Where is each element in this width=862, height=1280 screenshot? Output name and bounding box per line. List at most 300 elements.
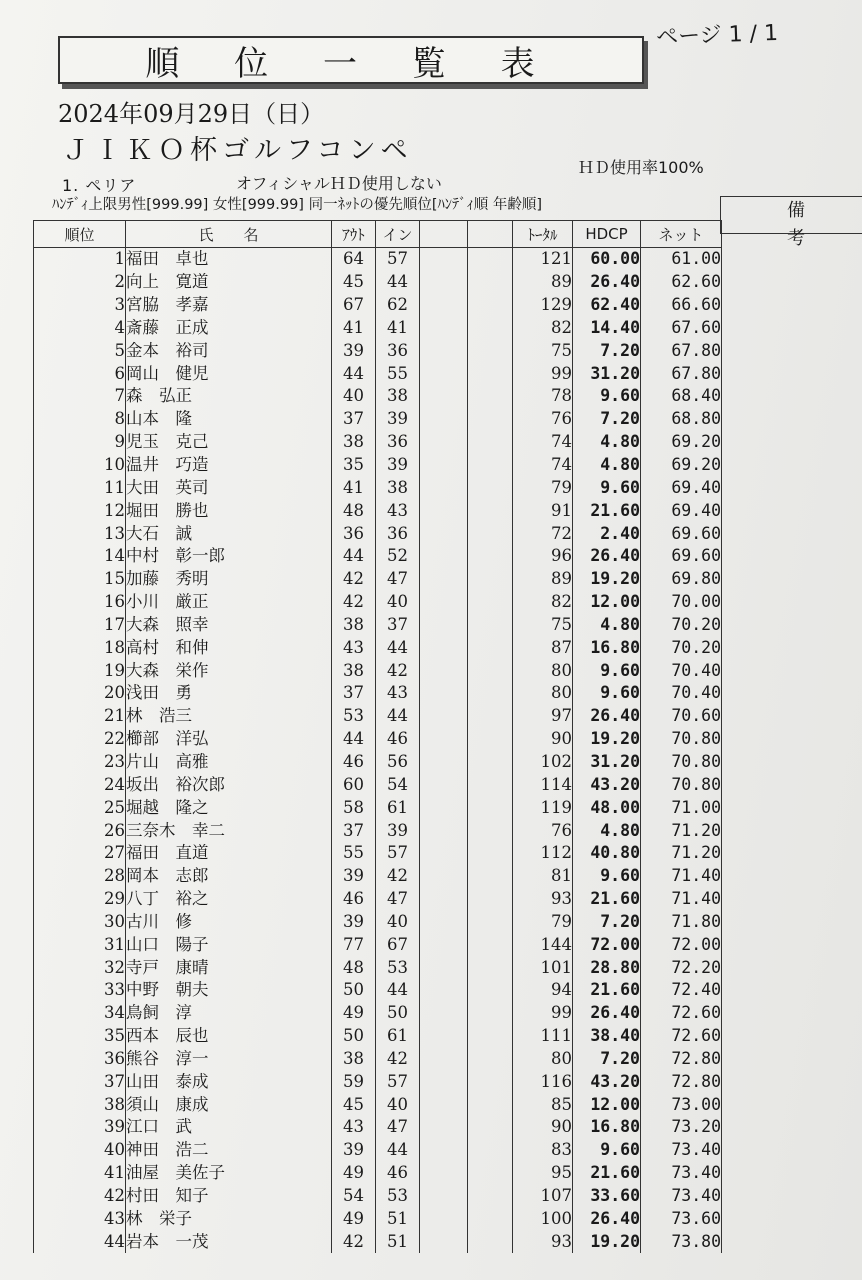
hdcp-value: 14.40 [573, 317, 641, 340]
total-score: 112 [513, 842, 573, 865]
blank-cell [420, 317, 468, 340]
official-hd-note: オフィシャルＨＤ使用しない [236, 174, 442, 193]
player-name: 堀越 隆之 [126, 796, 332, 819]
blank-cell [420, 865, 468, 888]
in-score: 61 [376, 1025, 420, 1048]
out-score: 44 [332, 728, 376, 751]
out-score: 42 [332, 568, 376, 591]
in-score: 40 [376, 910, 420, 933]
hdcp-value: 7.20 [573, 910, 641, 933]
player-name: 八丁 裕之 [126, 888, 332, 911]
player-name: 加藤 秀明 [126, 568, 332, 591]
blank-cell [468, 385, 513, 408]
blank-cell [468, 591, 513, 614]
net-score: 69.20 [641, 431, 722, 454]
player-name: 山田 泰成 [126, 1070, 332, 1093]
total-score: 76 [513, 819, 573, 842]
net-score: 69.60 [641, 522, 722, 545]
in-score: 57 [376, 1070, 420, 1093]
rank-cell: 37 [34, 1070, 126, 1093]
blank-cell [420, 796, 468, 819]
out-score: 60 [332, 773, 376, 796]
player-name: 大田 英司 [126, 476, 332, 499]
hdcp-value: 2.40 [573, 522, 641, 545]
table-row [34, 499, 722, 522]
player-name: 児玉 克己 [126, 431, 332, 454]
hdcp-value: 26.40 [573, 1002, 641, 1025]
table-row [34, 385, 722, 408]
out-score: 49 [332, 1162, 376, 1185]
net-score: 73.60 [641, 1207, 722, 1230]
blank-cell [468, 796, 513, 819]
blank-cell [468, 545, 513, 568]
total-score: 74 [513, 454, 573, 477]
table-row [34, 705, 722, 728]
blank-cell [468, 454, 513, 477]
in-score: 36 [376, 522, 420, 545]
in-score: 47 [376, 1116, 420, 1139]
blank-cell [420, 1093, 468, 1116]
out-score: 64 [332, 248, 376, 271]
player-name: 堀田 勝也 [126, 499, 332, 522]
net-score: 72.60 [641, 1002, 722, 1025]
table-row [34, 431, 722, 454]
ranking-rows [34, 248, 722, 1254]
player-name: 須山 康成 [126, 1093, 332, 1116]
player-name: 古川 修 [126, 910, 332, 933]
table-row [34, 728, 722, 751]
rank-cell: 27 [34, 842, 126, 865]
in-score: 43 [376, 682, 420, 705]
col-in: イン [376, 221, 420, 248]
total-score: 121 [513, 248, 573, 271]
in-score: 47 [376, 888, 420, 911]
blank-cell [420, 568, 468, 591]
player-name: 山口 陽子 [126, 933, 332, 956]
net-score: 69.40 [641, 499, 722, 522]
rank-cell: 8 [34, 408, 126, 431]
in-score: 46 [376, 728, 420, 751]
table-row [34, 842, 722, 865]
in-score: 42 [376, 865, 420, 888]
out-score: 38 [332, 614, 376, 637]
blank-cell [468, 728, 513, 751]
out-score: 42 [332, 1230, 376, 1253]
table-row [34, 339, 722, 362]
blank-cell [420, 728, 468, 751]
hdcp-value: 19.20 [573, 1230, 641, 1253]
net-score: 69.80 [641, 568, 722, 591]
blank-cell [468, 842, 513, 865]
hdcp-value: 26.40 [573, 545, 641, 568]
hdcp-value: 21.60 [573, 888, 641, 911]
total-score: 82 [513, 317, 573, 340]
rank-cell: 12 [34, 499, 126, 522]
rank-cell: 34 [34, 1002, 126, 1025]
in-score: 57 [376, 248, 420, 271]
rank-cell: 26 [34, 819, 126, 842]
blank-cell [420, 910, 468, 933]
in-score: 57 [376, 842, 420, 865]
net-score: 71.00 [641, 796, 722, 819]
total-score: 89 [513, 568, 573, 591]
out-score: 48 [332, 956, 376, 979]
total-score: 114 [513, 773, 573, 796]
blank-cell [468, 1185, 513, 1208]
blank-cell [468, 317, 513, 340]
blank-cell [468, 1139, 513, 1162]
total-score: 82 [513, 591, 573, 614]
blank-cell [420, 294, 468, 317]
table-row [34, 1162, 722, 1185]
net-score: 69.60 [641, 545, 722, 568]
net-score: 71.20 [641, 819, 722, 842]
in-score: 38 [376, 476, 420, 499]
blank-cell [468, 431, 513, 454]
hdcp-value: 9.60 [573, 1139, 641, 1162]
table-row [34, 819, 722, 842]
blank-cell [468, 636, 513, 659]
player-name: 大森 照幸 [126, 614, 332, 637]
out-score: 41 [332, 476, 376, 499]
net-score: 73.40 [641, 1162, 722, 1185]
rank-cell: 29 [34, 888, 126, 911]
blank-cell [420, 614, 468, 637]
out-score: 59 [332, 1070, 376, 1093]
col-out: ｱｳﾄ [332, 221, 376, 248]
out-score: 44 [332, 545, 376, 568]
rank-cell: 11 [34, 476, 126, 499]
player-name: 寺戸 康晴 [126, 956, 332, 979]
blank-cell [420, 476, 468, 499]
player-name: 林 浩三 [126, 705, 332, 728]
in-score: 53 [376, 1185, 420, 1208]
in-score: 56 [376, 751, 420, 774]
table-row [34, 773, 722, 796]
handicap-cap-note: ﾊﾝﾃﾞｨ上限男性[999.99] 女性[999.99] 同一ﾈｯﾄの優先順位[ﾊﾝﾃﾞｨ順 年齢順] [52, 197, 542, 213]
net-score: 70.00 [641, 591, 722, 614]
table-row [34, 1093, 722, 1116]
table-row [34, 1207, 722, 1230]
total-score: 129 [513, 294, 573, 317]
blank-cell [420, 248, 468, 271]
blank-cell [468, 248, 513, 271]
table-row [34, 408, 722, 431]
out-score: 48 [332, 499, 376, 522]
net-score: 70.40 [641, 682, 722, 705]
rank-cell: 22 [34, 728, 126, 751]
player-name: 櫛部 洋弘 [126, 728, 332, 751]
total-score: 107 [513, 1185, 573, 1208]
total-score: 75 [513, 614, 573, 637]
hdcp-value: 60.00 [573, 248, 641, 271]
blank-cell [420, 1230, 468, 1253]
player-name: 西本 辰也 [126, 1025, 332, 1048]
table-row [34, 865, 722, 888]
table-row [34, 888, 722, 911]
hdcp-value: 28.80 [573, 956, 641, 979]
out-score: 37 [332, 819, 376, 842]
table-row [34, 294, 722, 317]
rank-cell: 35 [34, 1025, 126, 1048]
blank-cell [420, 773, 468, 796]
rank-cell: 1 [34, 248, 126, 271]
total-score: 78 [513, 385, 573, 408]
in-score: 61 [376, 796, 420, 819]
blank-cell [420, 933, 468, 956]
player-name: 林 栄子 [126, 1207, 332, 1230]
blank-cell [468, 1070, 513, 1093]
hdcp-value: 26.40 [573, 705, 641, 728]
blank-cell [420, 1070, 468, 1093]
in-score: 37 [376, 614, 420, 637]
remarks-header: 備 考 [720, 196, 862, 234]
table-row [34, 614, 722, 637]
rank-cell: 19 [34, 659, 126, 682]
blank-cell [420, 499, 468, 522]
total-score: 80 [513, 659, 573, 682]
col-rank: 順位 [34, 221, 126, 248]
in-score: 44 [376, 271, 420, 294]
rank-cell: 5 [34, 339, 126, 362]
table-row [34, 454, 722, 477]
player-name: 森 弘正 [126, 385, 332, 408]
hdcp-value: 16.80 [573, 1116, 641, 1139]
out-score: 50 [332, 979, 376, 1002]
table-row [34, 1116, 722, 1139]
hdcp-value: 4.80 [573, 431, 641, 454]
in-score: 44 [376, 979, 420, 1002]
player-name: 坂出 裕次郎 [126, 773, 332, 796]
player-name: 岩本 一茂 [126, 1230, 332, 1253]
net-score: 73.80 [641, 1230, 722, 1253]
out-score: 40 [332, 385, 376, 408]
in-score: 43 [376, 499, 420, 522]
event-name: ＪＩＫＯ杯ゴルフコンペ [62, 135, 413, 166]
in-score: 41 [376, 317, 420, 340]
hdcp-value: 26.40 [573, 1207, 641, 1230]
table-row [34, 545, 722, 568]
in-score: 42 [376, 659, 420, 682]
hdcp-value: 43.20 [573, 773, 641, 796]
net-score: 70.80 [641, 751, 722, 774]
blank-cell [468, 499, 513, 522]
out-score: 39 [332, 1139, 376, 1162]
total-score: 80 [513, 682, 573, 705]
total-score: 97 [513, 705, 573, 728]
net-score: 70.80 [641, 728, 722, 751]
rank-cell: 3 [34, 294, 126, 317]
player-name: 油屋 美佐子 [126, 1162, 332, 1185]
rank-cell: 9 [34, 431, 126, 454]
rank-cell: 10 [34, 454, 126, 477]
total-score: 89 [513, 271, 573, 294]
blank-cell [468, 294, 513, 317]
blank-cell [420, 979, 468, 1002]
blank-cell [468, 1002, 513, 1025]
col-blank-2 [468, 221, 513, 248]
col-total: ﾄｰﾀﾙ [513, 221, 573, 248]
out-score: 54 [332, 1185, 376, 1208]
total-score: 111 [513, 1025, 573, 1048]
blank-cell [420, 1048, 468, 1071]
net-score: 67.80 [641, 362, 722, 385]
player-name: 岡本 志郎 [126, 865, 332, 888]
blank-cell [468, 408, 513, 431]
table-row [34, 522, 722, 545]
blank-cell [468, 1207, 513, 1230]
net-score: 62.60 [641, 271, 722, 294]
rank-cell: 28 [34, 865, 126, 888]
total-score: 116 [513, 1070, 573, 1093]
in-score: 39 [376, 408, 420, 431]
hdcp-value: 4.80 [573, 614, 641, 637]
in-score: 47 [376, 568, 420, 591]
player-name: 金本 裕司 [126, 339, 332, 362]
table-row [34, 796, 722, 819]
blank-cell [420, 1139, 468, 1162]
out-score: 55 [332, 842, 376, 865]
rank-cell: 7 [34, 385, 126, 408]
total-score: 75 [513, 339, 573, 362]
blank-cell [468, 705, 513, 728]
blank-cell [468, 819, 513, 842]
player-name: 福田 卓也 [126, 248, 332, 271]
in-score: 55 [376, 362, 420, 385]
hdcp-value: 4.80 [573, 454, 641, 477]
hdcp-value: 12.00 [573, 591, 641, 614]
hdcp-value: 9.60 [573, 682, 641, 705]
in-score: 67 [376, 933, 420, 956]
in-score: 40 [376, 1093, 420, 1116]
table-row [34, 910, 722, 933]
rank-cell: 16 [34, 591, 126, 614]
out-score: 45 [332, 1093, 376, 1116]
rank-cell: 39 [34, 1116, 126, 1139]
player-name: 岡山 健児 [126, 362, 332, 385]
rank-cell: 38 [34, 1093, 126, 1116]
total-score: 94 [513, 979, 573, 1002]
blank-cell [420, 682, 468, 705]
rank-cell: 41 [34, 1162, 126, 1185]
out-score: 43 [332, 636, 376, 659]
in-score: 62 [376, 294, 420, 317]
table-row [34, 362, 722, 385]
out-score: 38 [332, 1048, 376, 1071]
net-score: 68.80 [641, 408, 722, 431]
net-score: 66.60 [641, 294, 722, 317]
blank-cell [420, 1162, 468, 1185]
in-score: 52 [376, 545, 420, 568]
rank-cell: 36 [34, 1048, 126, 1071]
blank-cell [468, 271, 513, 294]
net-score: 68.40 [641, 385, 722, 408]
rank-cell: 40 [34, 1139, 126, 1162]
total-score: 90 [513, 728, 573, 751]
total-score: 76 [513, 408, 573, 431]
net-score: 71.20 [641, 842, 722, 865]
blank-cell [420, 636, 468, 659]
in-score: 50 [376, 1002, 420, 1025]
out-score: 44 [332, 362, 376, 385]
rank-cell: 13 [34, 522, 126, 545]
table-row [34, 979, 722, 1002]
blank-cell [468, 682, 513, 705]
in-score: 53 [376, 956, 420, 979]
scoring-method: 1. ペリア [62, 176, 137, 195]
in-score: 44 [376, 636, 420, 659]
total-score: 90 [513, 1116, 573, 1139]
hdcp-value: 9.60 [573, 659, 641, 682]
hd-usage-rate: ＨＤ使用率100% [578, 158, 704, 177]
rank-cell: 4 [34, 317, 126, 340]
out-score: 49 [332, 1207, 376, 1230]
rank-cell: 24 [34, 773, 126, 796]
total-score: 87 [513, 636, 573, 659]
total-score: 93 [513, 888, 573, 911]
total-score: 91 [513, 499, 573, 522]
rank-cell: 31 [34, 933, 126, 956]
blank-cell [420, 888, 468, 911]
net-score: 72.00 [641, 933, 722, 956]
blank-cell [468, 979, 513, 1002]
blank-cell [420, 1002, 468, 1025]
total-score: 85 [513, 1093, 573, 1116]
hdcp-value: 21.60 [573, 1162, 641, 1185]
blank-cell [468, 659, 513, 682]
table-row [34, 1002, 722, 1025]
out-score: 45 [332, 271, 376, 294]
player-name: 高村 和伸 [126, 636, 332, 659]
col-hdcp: HDCP [573, 221, 641, 248]
hdcp-value: 38.40 [573, 1025, 641, 1048]
hdcp-value: 7.20 [573, 408, 641, 431]
total-score: 96 [513, 545, 573, 568]
out-score: 39 [332, 339, 376, 362]
rank-cell: 42 [34, 1185, 126, 1208]
blank-cell [420, 1025, 468, 1048]
player-name: 向上 寛道 [126, 271, 332, 294]
net-score: 71.40 [641, 865, 722, 888]
blank-cell [468, 933, 513, 956]
in-score: 36 [376, 431, 420, 454]
hdcp-value: 9.60 [573, 865, 641, 888]
rank-cell: 20 [34, 682, 126, 705]
hdcp-value: 31.20 [573, 751, 641, 774]
total-score: 99 [513, 1002, 573, 1025]
rank-cell: 14 [34, 545, 126, 568]
total-score: 102 [513, 751, 573, 774]
net-score: 69.40 [641, 476, 722, 499]
blank-cell [420, 705, 468, 728]
blank-cell [420, 522, 468, 545]
blank-cell [468, 773, 513, 796]
hdcp-value: 12.00 [573, 1093, 641, 1116]
rank-cell: 17 [34, 614, 126, 637]
rank-cell: 25 [34, 796, 126, 819]
net-score: 70.20 [641, 636, 722, 659]
net-score: 73.20 [641, 1116, 722, 1139]
page-title: 順 位 一 覧 表 [58, 36, 644, 84]
blank-cell [420, 545, 468, 568]
blank-cell [468, 614, 513, 637]
out-score: 67 [332, 294, 376, 317]
net-score: 72.60 [641, 1025, 722, 1048]
table-row [34, 271, 722, 294]
in-score: 42 [376, 1048, 420, 1071]
col-net: ネット [641, 221, 722, 248]
blank-cell [468, 1093, 513, 1116]
